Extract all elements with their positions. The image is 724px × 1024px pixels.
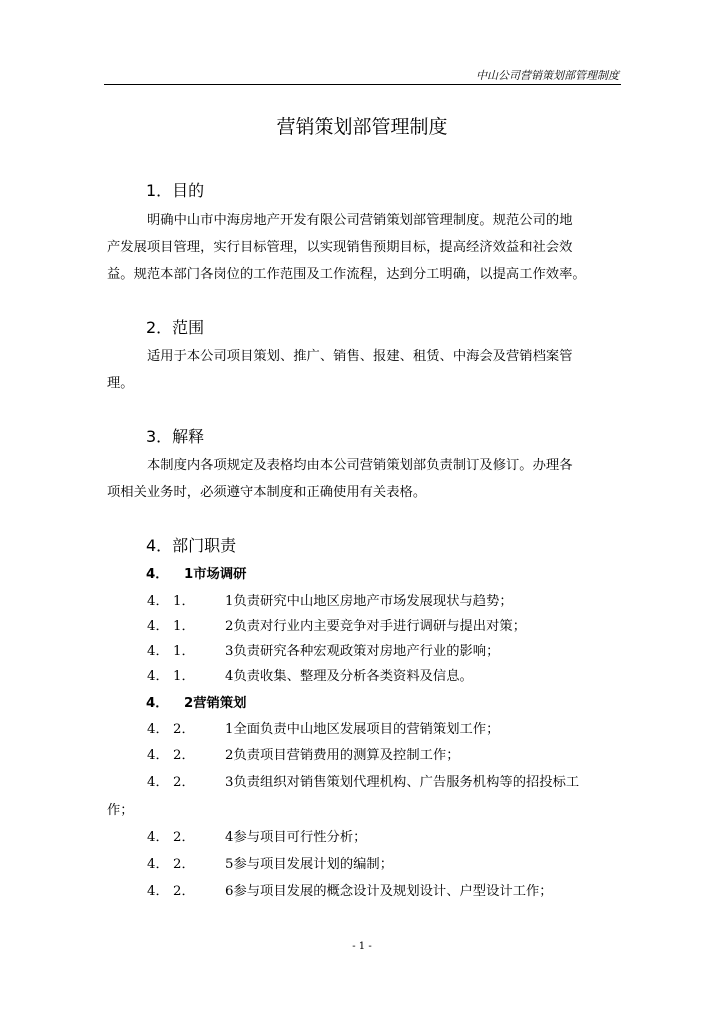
page-number: - 1 -	[352, 941, 372, 952]
document-title: 营销策划部管理制度	[276, 116, 448, 138]
header-rule	[104, 84, 621, 85]
paragraph-line: 明确中山市中海房地产开发有限公司营销策划部管理制度。规范公司的地	[147, 213, 573, 228]
section-heading-scope: 2．范围	[146, 318, 205, 337]
paragraph-line: 本制度内各项规定及表格均由本公司营销策划部负责制订及修订。办理各	[147, 458, 573, 473]
list-item: 4． 1．4负责收集、整理及分析各类资料及信息。	[147, 669, 473, 684]
subsection-number: 4．	[146, 696, 169, 711]
section-heading-purpose: 1．目的	[146, 181, 205, 200]
list-item: 4． 2．5参与项目发展计划的编制；	[147, 857, 394, 872]
section-heading-interpretation: 3．解释	[146, 427, 205, 446]
list-item-continuation: 作；	[107, 803, 134, 818]
subsection-heading-marketing-planning	[146, 692, 246, 711]
subsection-heading-market-research	[146, 563, 246, 582]
subsection-number: 4．	[146, 567, 169, 582]
list-item: 4． 1．3负责研究各种宏观政策对房地产行业的影响；	[147, 644, 500, 659]
paragraph-line: 产发展项目管理，实行目标管理，以实现销售预期目标，提高经济效益和社会效	[107, 240, 573, 255]
list-item: 4． 1．1负责研究中山地区房地产市场发展现状与趋势；	[147, 594, 513, 609]
section-heading-duties: 4．部门职责	[146, 536, 237, 555]
paragraph-line: 益。规范本部门各岗位的工作范围及工作流程，达到分工明确，以提高工作效率。	[107, 267, 586, 282]
running-header: 中山公司营销策划部管理制度	[476, 69, 619, 82]
list-item: 4． 2．4参与项目可行性分析；	[147, 830, 367, 845]
list-item: 4． 1．2负责对行业内主要竞争对手进行调研与提出对策；	[147, 619, 526, 634]
list-item: 4． 2．3负责组织对销售策划代理机构、广告服务机构等的招投标工	[147, 775, 580, 790]
list-item: 4． 2．1全面负责中山地区发展项目的营销策划工作；	[147, 722, 500, 737]
list-item: 4． 2．6参与项目发展的概念设计及规划设计、户型设计工作；	[147, 884, 553, 899]
list-item: 4． 2．2负责项目营销费用的测算及控制工作；	[147, 748, 460, 763]
paragraph-line: 适用于本公司项目策划、推广、销售、报建、租赁、中海会及营销档案管	[147, 349, 573, 364]
paragraph-line: 理。	[107, 376, 134, 391]
subsection-label: 2营销策划	[184, 696, 247, 711]
subsection-label: 1市场调研	[184, 567, 247, 582]
paragraph-line: 项相关业务时，必须遵守本制度和正确使用有关表格。	[107, 485, 427, 500]
